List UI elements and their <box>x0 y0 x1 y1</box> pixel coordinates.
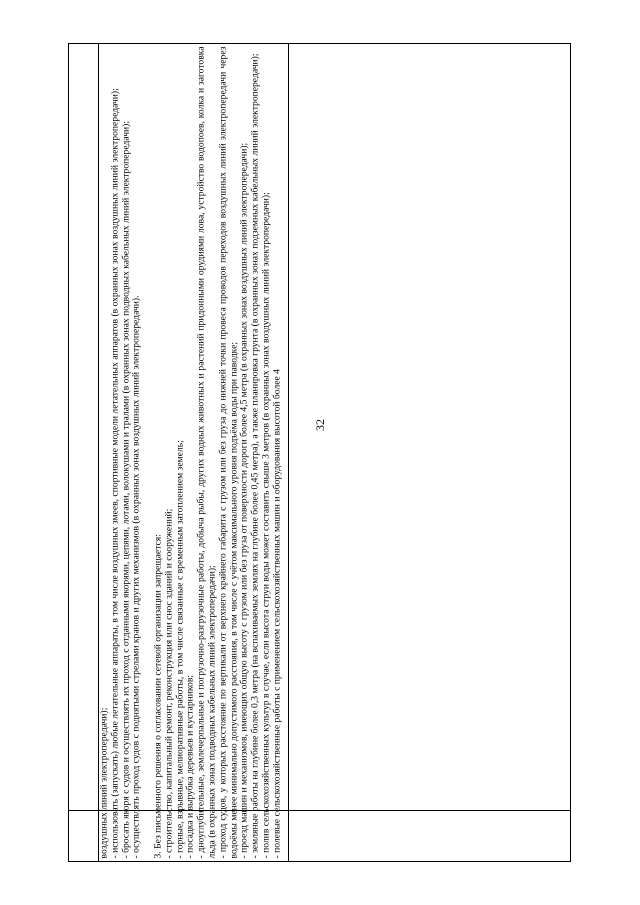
paragraph: - проезд машин и механизмов, имеющих общую высоту с грузом или без груза от поверхности дороги более 4,5 метра (в охранных зонах воздушных линий электропередачи); <box>238 142 250 858</box>
paragraph: - горные, взрывные, мелиоративные работы, в том числе связанные с временным затоплением земель; <box>173 439 185 858</box>
paragraph: - посадка и вырубка деревьев и кустарников; <box>184 674 196 858</box>
paragraph: воздушных линий электропередачи); <box>98 707 109 858</box>
paragraph: - бросать якоря с судов и осуществлять их проход с отданными якорями, цепями, лотами, волокушами и тралами (в охранных зонах подводных кабельных линий электропередачи); <box>119 120 131 858</box>
page-number: 32 <box>313 419 327 431</box>
paragraph: - использовать (запускать) любые летательные аппараты, в том числе воздушных змеев, спортивные модели летательных аппаратов (в охранных зонах воздушных линий электропередачи); <box>108 87 120 858</box>
paragraph: - дноуглубительные, землечерпальные и погрузочно-разгрузочные работы, добыча рыбы, других водных животных и растений придонными орудиями лова, устройство водопоев, колка и заготовка льда (в охранных зонах подводных кабельных линий электропередачи); <box>195 46 217 858</box>
paragraph: - строительство, капитальный ремонт, реконструкция или снос зданий и сооружений; <box>162 508 174 858</box>
paragraph: - земляные работы на глубине более 0,3 метра (на вспахиваемых землях на глубине более 0,45 метра), а также планировка грунта (в охранных зонах подземных кабельных линий электропередачи); <box>249 52 261 858</box>
paragraph: - полевые сельскохозяйственные работы с применением сельскохозяйственных машин и оборудования высотой более 4 <box>270 368 282 858</box>
paragraph: 3. Без письменного решения о согласовании сетевой организации запрещается: <box>151 533 163 858</box>
paragraph: - проход судов, у которых расстояние по вертикали от верхнего крайнего габарита с грузом или без груза до нижней точки провеса проводов переходов воздушных линий электропередачи через водоёмы менее минимально допустимого расстояния, в том числе с учётом максимального уровня подъёма воды при паводке; <box>216 46 239 858</box>
paragraph: - осуществлять проход судов с поднятыми стрелами кранов и других механизмов (в охранных зонах воздушных линий электропередачи). <box>130 295 142 858</box>
paragraph: - полив сельскохозяйственных культур в случае, если высота струи воды может составить свыше 3 метров (в охранных зонах воздушных линий электропередачи); <box>259 191 271 858</box>
paragraph-gap <box>142 46 153 858</box>
table-text-cell <box>98 43 288 862</box>
